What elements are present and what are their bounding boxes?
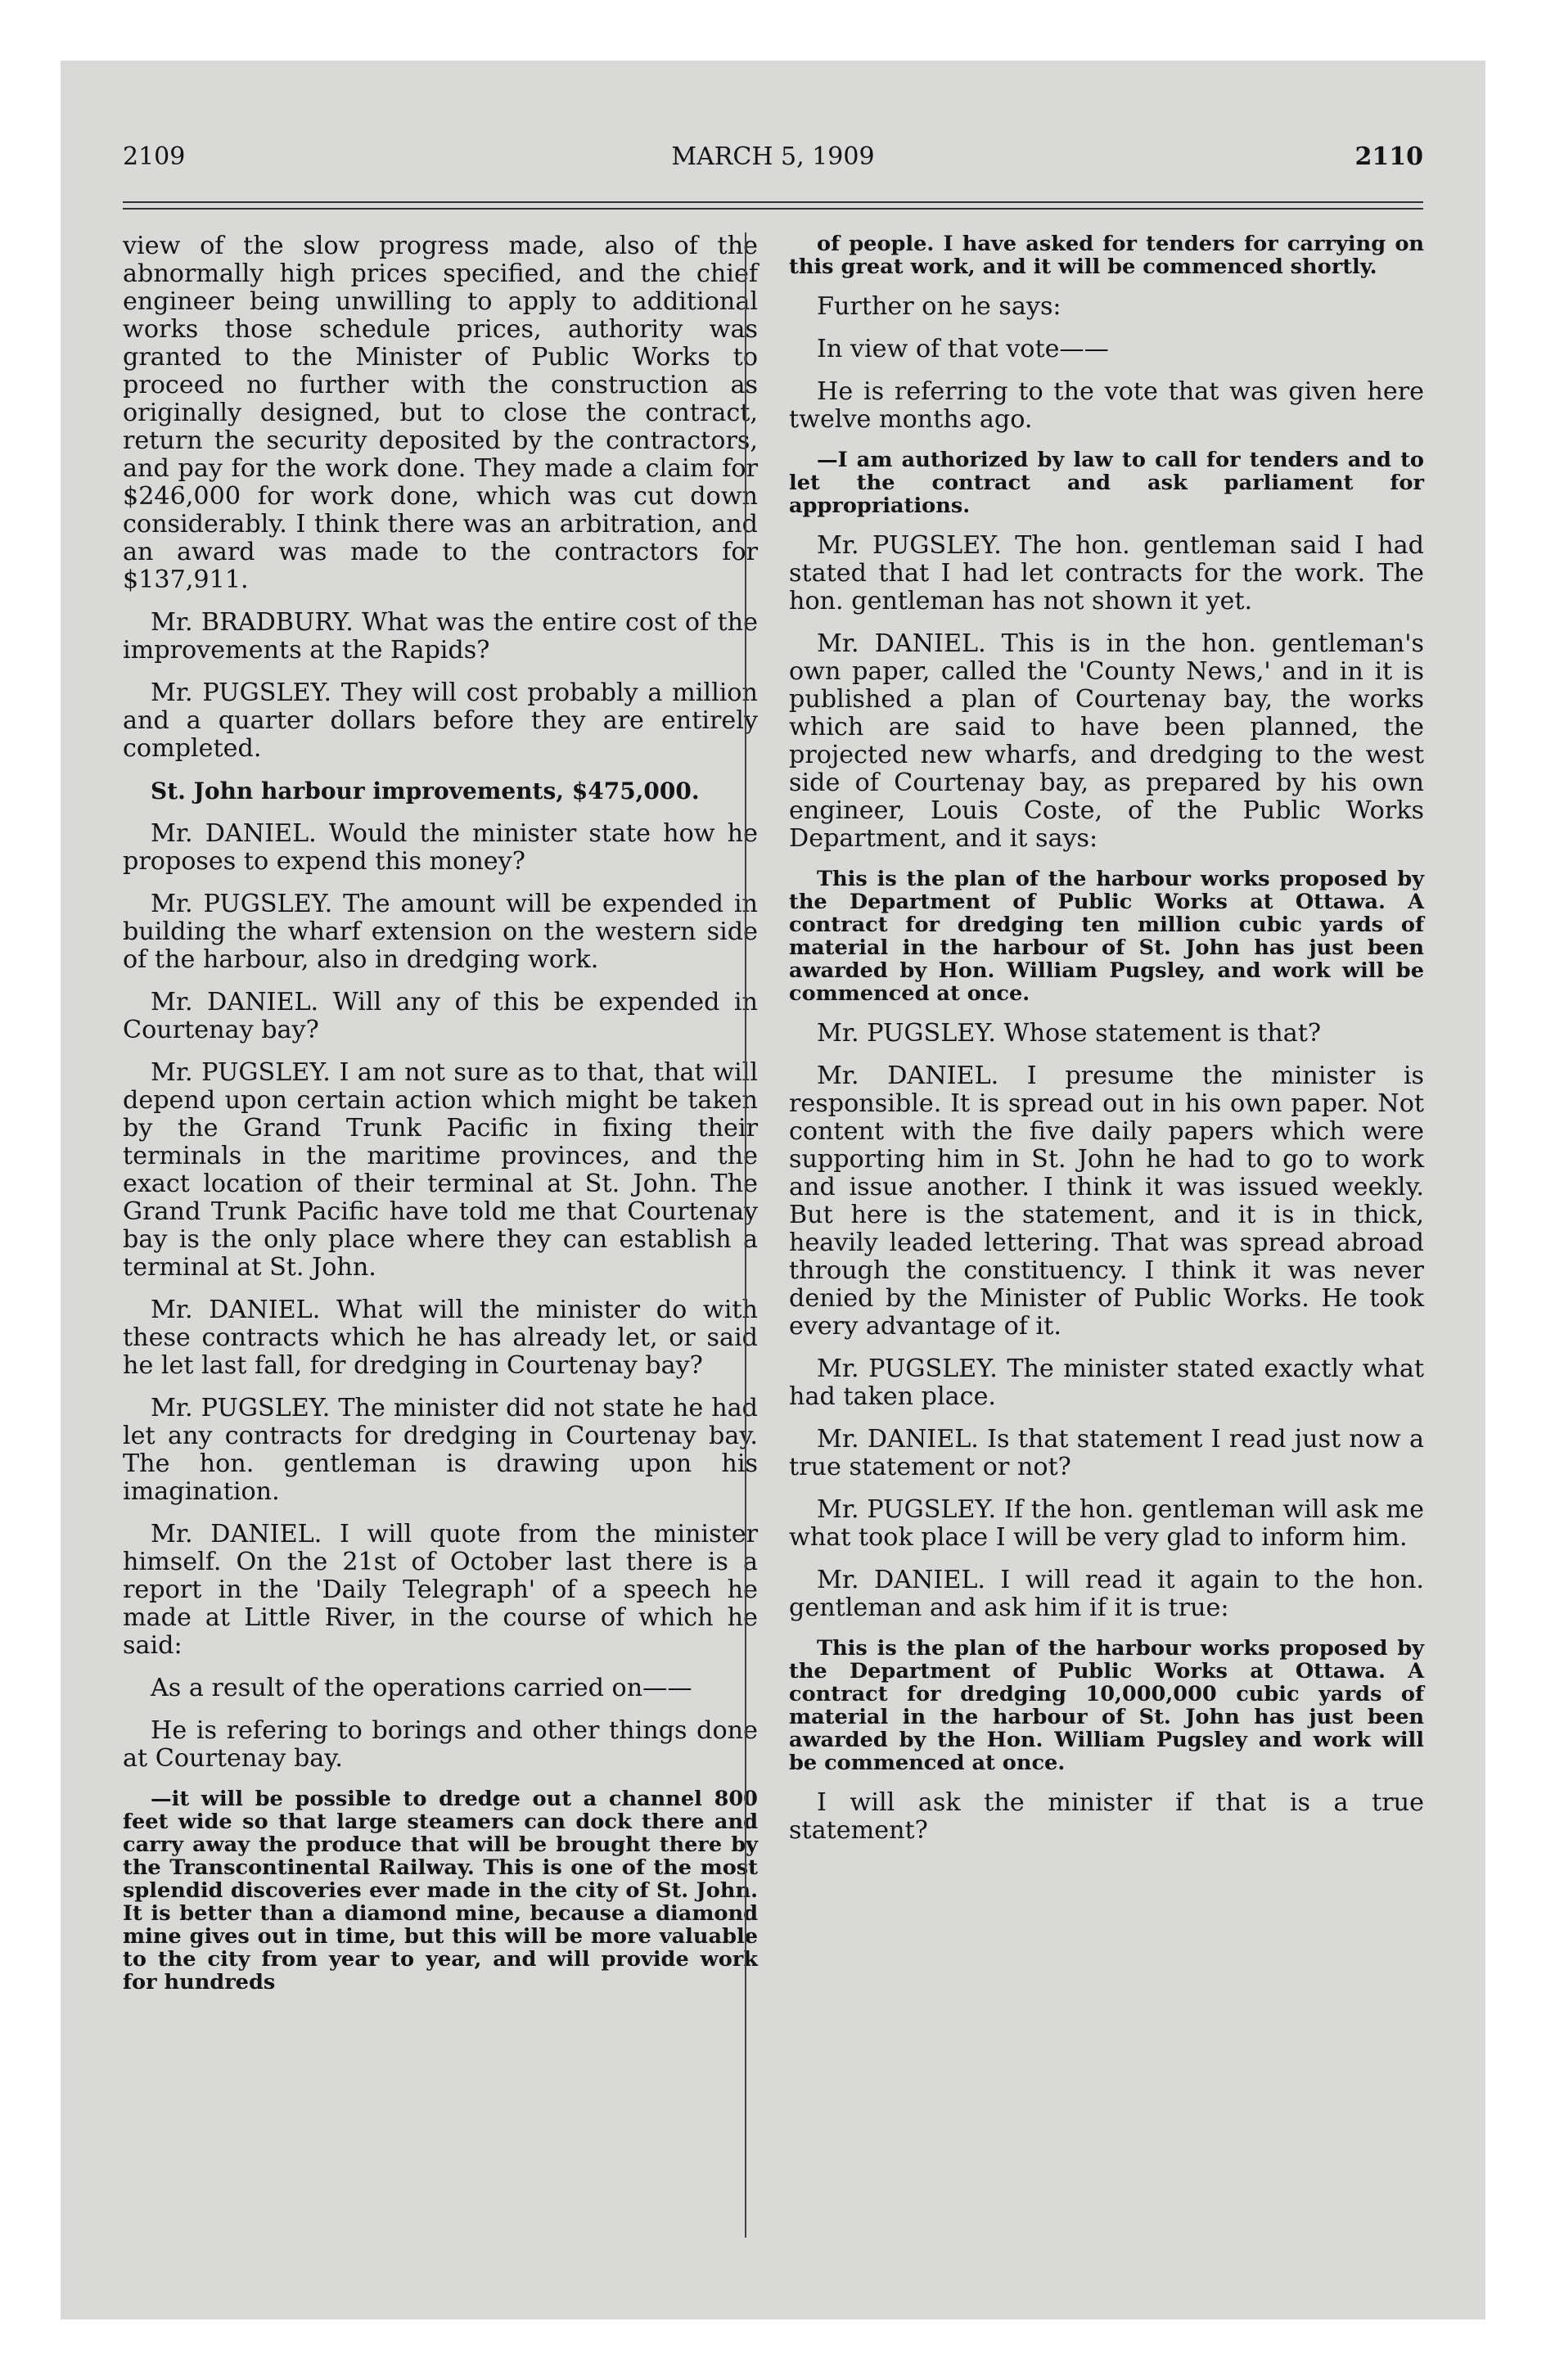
scanned-page (61, 61, 1485, 2319)
paragraph: Mr. PUGSLEY. Whose statement is that? (817, 1019, 1322, 1048)
item-heading: St. John harbour improvements, $475,000. (151, 778, 700, 805)
quoted-passage: This is the plan of the harbour works proposed by the Department of Public Works at Ottawa. A contract for dredging ten million cubic yards of material in the harbour of St. John has just been awarded by Hon. William Pugsley, and work will be commenced at once. (789, 867, 1424, 1006)
quoted-passage: of people. I have asked for tenders for carrying on this great work, and it will be commenced shortly. (789, 232, 1424, 279)
page-date: MARCH 5, 1909 (671, 142, 875, 171)
header-rule (123, 208, 1423, 210)
paragraph: Mr. DANIEL. I will read it again to the hon. gentleman and ask him if it is true: (789, 1566, 1424, 1622)
paragraph: In view of that vote—— (817, 335, 1109, 363)
paragraph: He is referring to the vote that was given here twelve months ago. (789, 377, 1424, 434)
paragraph: Mr. BRADBURY. What was the entire cost of the improvements at the Rapids? (123, 608, 758, 665)
quoted-passage: —it will be possible to dredge out a channel 800 feet wide so that large steamers can dock there and carry away the produce that will be brought there by the Transcontinental Railway. This is one of the most splendid discoveries ever made in the city of St. John. It is better than a diamond mine, because a diamond mine gives out in time, but this will be more valuable to the city from year to year, and will provide work for hundreds (123, 1787, 758, 1995)
paragraph: Mr. PUGSLEY. The minister stated exactly what had taken place. (789, 1355, 1424, 1411)
quoted-passage: —I am authorized by law to call for tenders and to let the contract and ask parliament for appropriations. (789, 448, 1424, 518)
paragraph: Mr. DANIEL. This is in the hon. gentleman's own paper, called the 'County News,' and in it is published a plan of Courtenay bay, the works which are said to have been planned, the projected new wharfs, and dredging to the west side of Courtenay bay, as prepared by his own engineer, Louis Coste, of the Public Works Department, and it says: (789, 629, 1424, 853)
paragraph: Mr. PUGSLEY. If the hon. gentleman will ask me what took place I will be very glad to inform him. (789, 1495, 1424, 1552)
column-divider (745, 232, 746, 2238)
paragraph: Mr. DANIEL. I presume the minister is responsible. It is spread out in his own paper. Not content with the five daily papers which were supporting him in St. John he had to go to work and issue another. I think it was issued weekly. But here is the statement, and it is in thick, heavily leaded lettering. That was spread abroad through the constituency. I think it was never denied by the Minister of Public Works. He took every advantage of it. (789, 1062, 1424, 1341)
paragraph: Mr. PUGSLEY. I am not sure as to that, that will depend upon certain action which might be taken by the Grand Trunk Pacific in fixing their terminals in the maritime provinces, and the exact location of their terminal at St. John. The Grand Trunk Pacific have told me that Courtenay bay is the only place where they can establish a terminal at St. John. (123, 1058, 758, 1282)
left-column (123, 232, 758, 2008)
paragraph: I will ask the minister if that is a true statement? (789, 1788, 1424, 1845)
paragraph: Further on he says: (817, 292, 1061, 321)
header-rule (123, 201, 1423, 203)
paragraph: Mr. DANIEL. Will any of this be expended in Courtenay bay? (123, 988, 758, 1044)
paragraph: As a result of the operations carried on—— (151, 1674, 692, 1702)
quoted-passage: This is the plan of the harbour works proposed by the Department of Public Works at Ottawa. A contract for dredging 10,000,000 cubic yards of material in the harbour of St. John has just been awarded by the Hon. William Pugsley and work will be commenced at once. (789, 1636, 1424, 1775)
paragraph: Mr. DANIEL. Is that statement I read just now a true statement or not? (789, 1425, 1424, 1481)
paragraph: Mr. PUGSLEY. They will cost probably a million and a quarter dollars before they are entirely completed. (123, 678, 758, 763)
page-number-right: 2110 (1354, 142, 1423, 171)
paragraph: Mr. DANIEL. What will the minister do with these contracts which he has already let, or said he let last fall, for dredging in Courtenay bay? (123, 1296, 758, 1380)
paragraph: Mr. DANIEL. I will quote from the minister himself. On the 21st of October last there is a report in the 'Daily Telegraph' of a speech he made at Little River, in the course of which he said: (123, 1520, 758, 1660)
paragraph: view of the slow progress made, also of the abnormally high prices specified, and the chief engineer being unwilling to apply to additional works those schedule prices, authority was granted to the Minister of Public Works to proceed no further with the construction as originally designed, but to close the contract, return the security deposited by the contractors, and pay for the work done. They made a claim for $246,000 for work done, which was cut down considerably. I think there was an arbitration, and an award was made to the contractors for $137,911. (123, 232, 758, 594)
paragraph: Mr. DANIEL. Would the minister state how he proposes to expend this money? (123, 819, 758, 876)
right-column (789, 232, 1424, 1859)
paragraph: Mr. PUGSLEY. The amount will be expended in building the wharf extension on the western side of the harbour, also in dredging work. (123, 890, 758, 974)
hansard-page (61, 61, 1485, 2319)
paragraph: Mr. PUGSLEY. The hon. gentleman said I had stated that I had let contracts for the work. The hon. gentleman has not shown it yet. (789, 531, 1424, 615)
paragraph: Mr. PUGSLEY. The minister did not state he had let any contracts for dredging in Courtenay bay. The hon. gentleman is drawing upon his imagination. (123, 1394, 758, 1506)
page-header (123, 142, 1423, 183)
paragraph: He is refering to borings and other things done at Courtenay bay. (123, 1716, 758, 1773)
page-number-left: 2109 (123, 142, 186, 171)
